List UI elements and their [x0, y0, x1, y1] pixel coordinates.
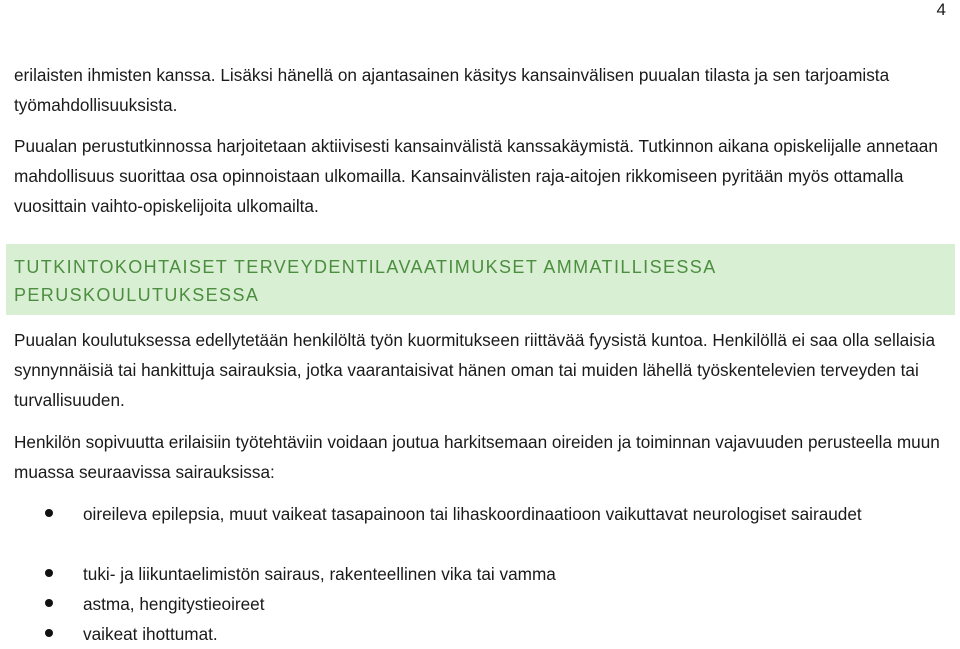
paragraph-health-requirements: Puualan koulutuksessa edellytetään henkilöltä työn kuormitukseen riittävää fyysistä kuntoa. Henkilöllä ei saa olla sellaisia synnynnäisiä tai hankittuja sairauksia, jotka vaarantaisivat hänen oman tai muiden lähellä työskentelevien terveyden tai turvallisuuden. — [14, 330, 935, 410]
bullet-icon — [45, 509, 53, 517]
list-item — [0, 589, 923, 619]
section-heading-box — [6, 244, 955, 315]
page-number: 4 — [936, 0, 946, 19]
paragraph-international: Puualan perustutkinnossa harjoitetaan aktiivisesti kansainvälistä kanssakäymistä. Tutkinnon aikana opiskelijalle annetaan mahdollisuus suorittaa osa opinnoistaan ulkomailla. Kansainvälisten raja-aitojen rikkomiseen pyritään myös ottamalla vuosittain vaihto-opiskelijoita ulkomailta. — [14, 136, 938, 216]
bullet-icon — [45, 569, 53, 577]
paragraph-suitability: Henkilön sopivuutta erilaisiin työtehtäviin voidaan joutua harkitsemaan oireiden ja toiminnan vajavuuden perusteella muun muassa seuraavissa sairauksissa: — [14, 432, 940, 482]
paragraph-intro-continuation: erilaisten ihmisten kanssa. Lisäksi hänellä on ajantasainen käsitys kansainvälisen puualan tilasta ja sen tarjoamista työmahdollisuuksista. — [14, 65, 890, 115]
list-item-text: tuki- ja liikuntaelimistön sairaus, rakenteellinen vika tai vamma — [83, 564, 556, 584]
list-item-text: oireileva epilepsia, muut vaikeat tasapainoon tai lihaskoordinaatioon vaikuttavat neurologiset sairaudet — [83, 504, 862, 524]
list-item — [0, 499, 923, 559]
section-heading: TUTKINTOKOHTAISET TERVEYDENTILAVAATIMUKSET AMMATILLISESSA PERUSKOULUTUKSESSA — [14, 257, 716, 305]
bullet-icon — [45, 599, 53, 607]
bullet-icon — [45, 629, 53, 637]
list-item — [0, 559, 923, 589]
list-item-text: vaikeat ihottumat. — [83, 624, 218, 644]
list-item-text: astma, hengitystieoireet — [83, 594, 265, 614]
list-item — [0, 619, 923, 649]
condition-list — [0, 499, 960, 649]
